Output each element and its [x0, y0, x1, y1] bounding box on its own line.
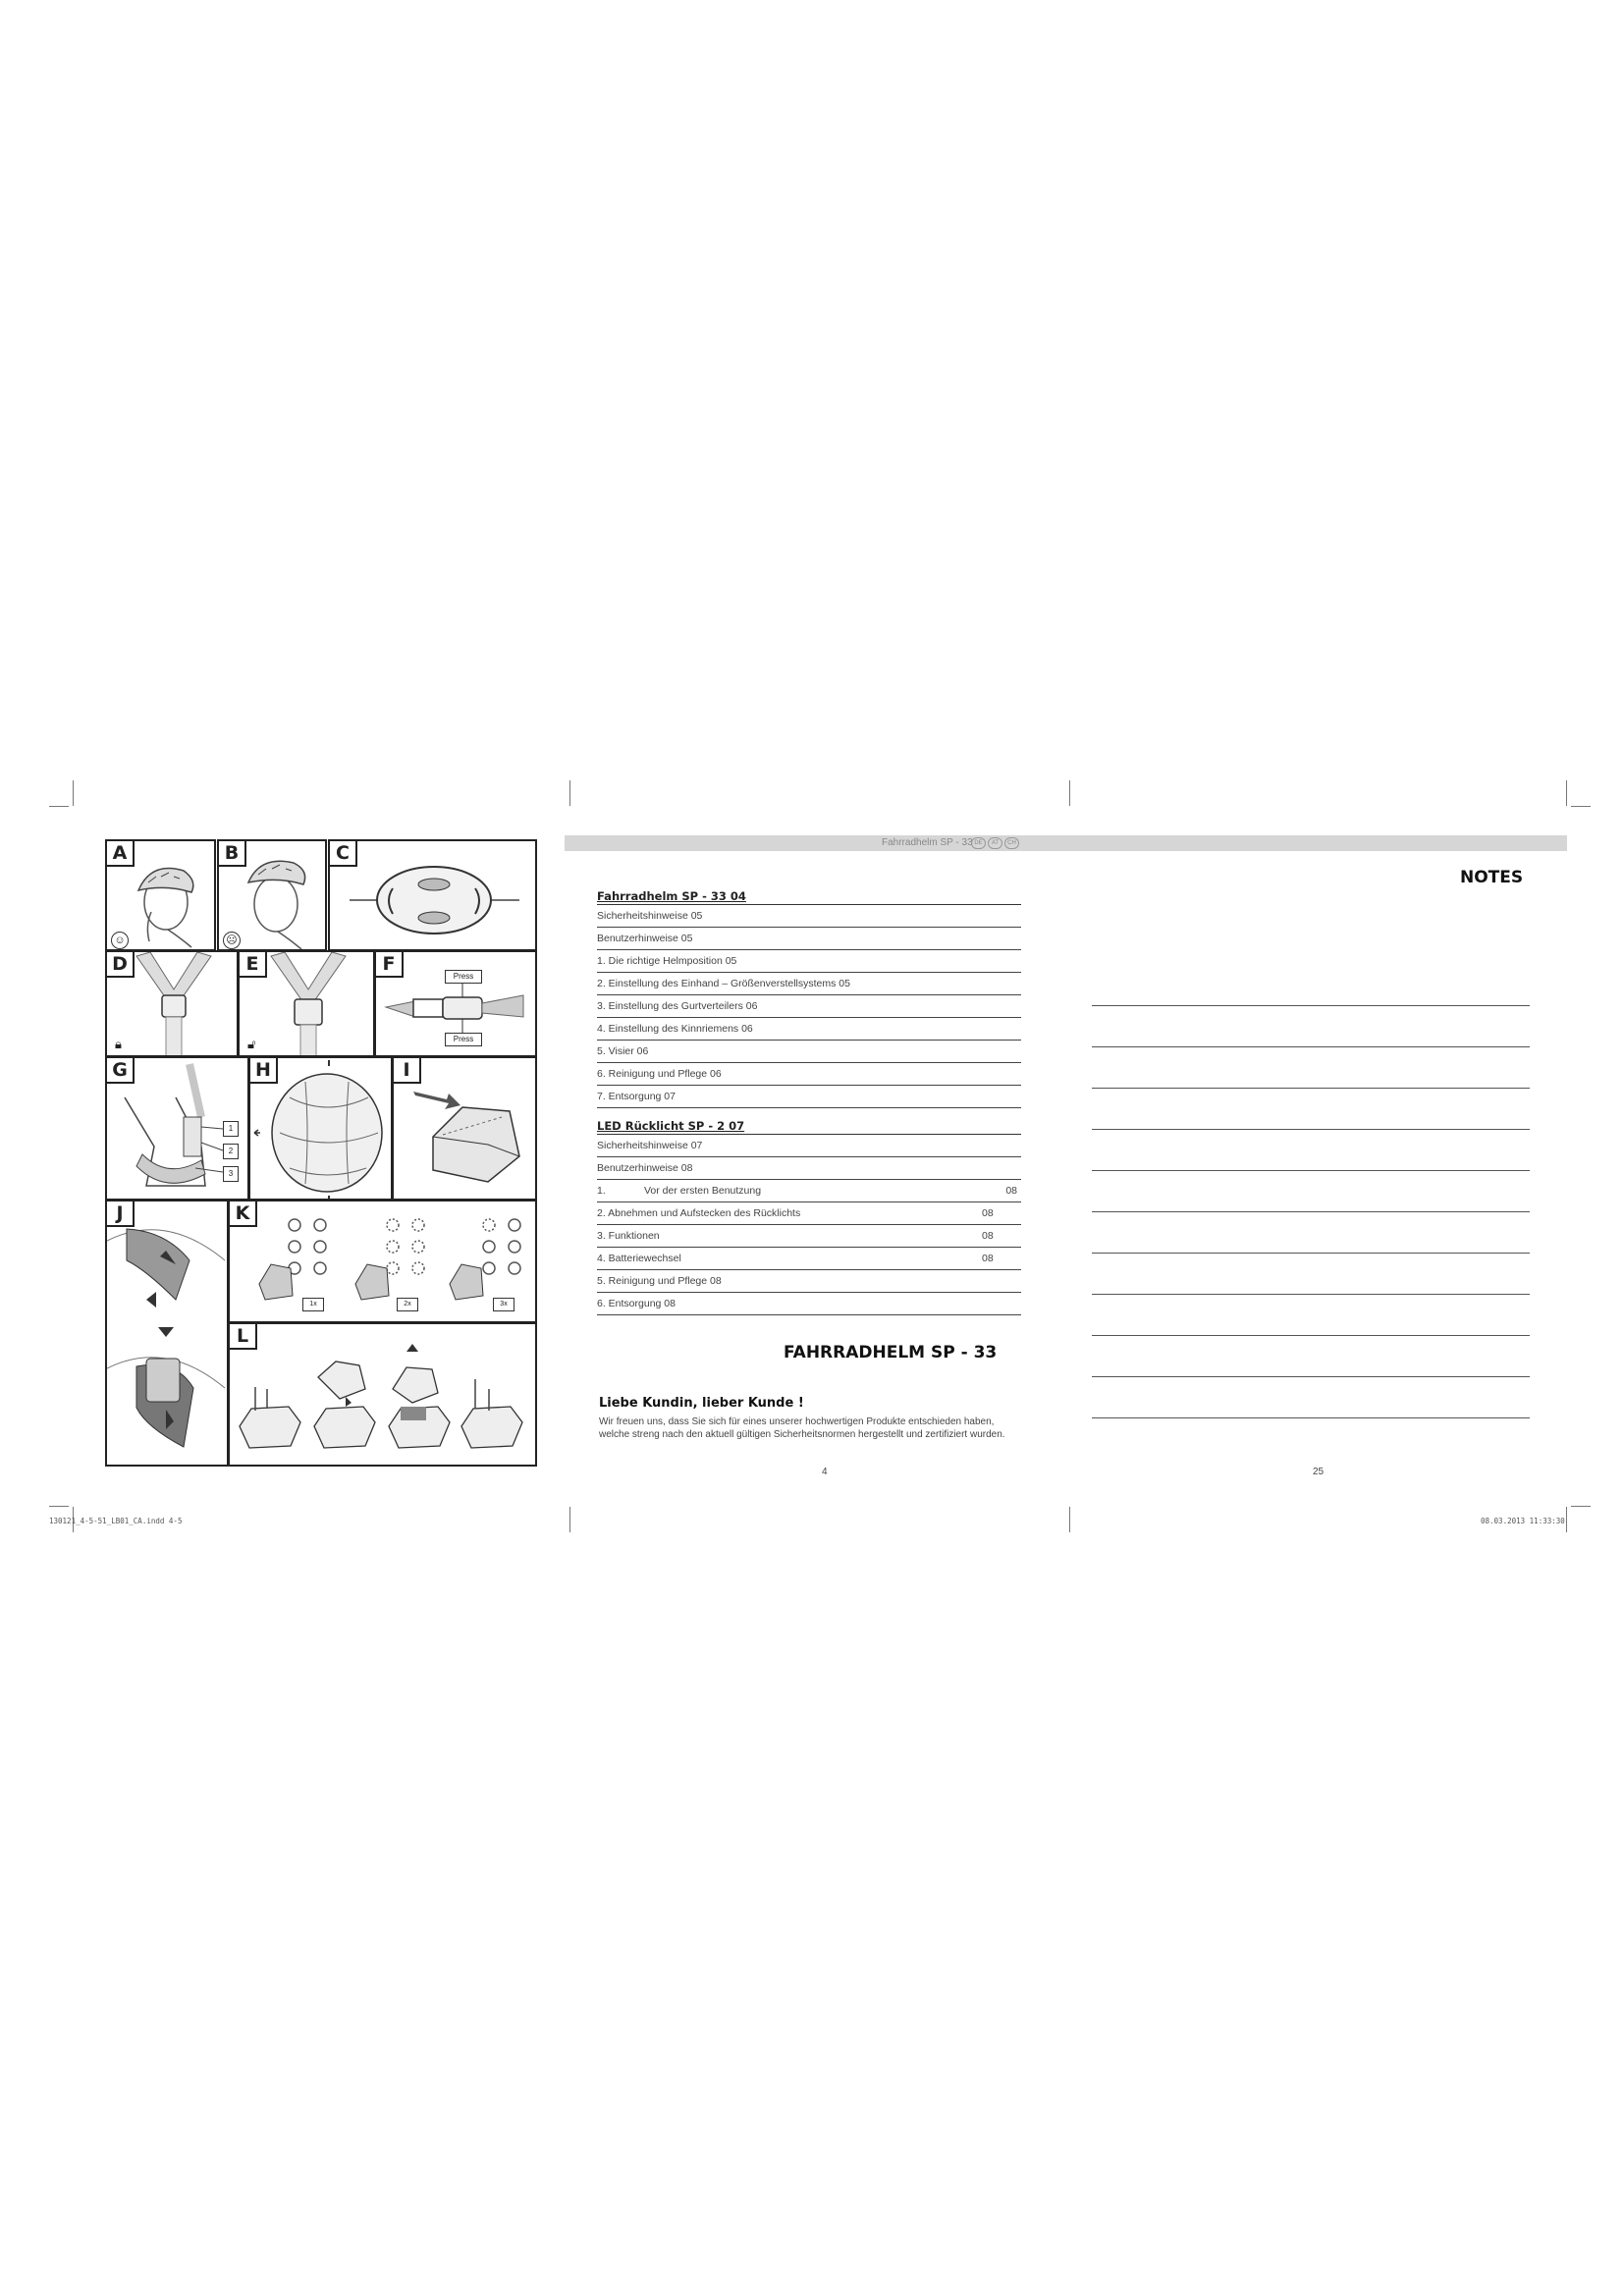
panel-l	[228, 1322, 537, 1467]
toc-row[interactable]: Benutzerhinweise 08	[597, 1157, 1021, 1180]
footer-file-name: 130121_4-5-51_LB01_CA.indd 4-5	[49, 1517, 183, 1525]
panel-label-f: F	[374, 950, 404, 978]
press-label-top: Press	[445, 970, 482, 984]
note-line	[1092, 1294, 1530, 1295]
press-3x-label: 3x	[493, 1298, 514, 1311]
panel-i	[392, 1056, 537, 1201]
panel-label-e: E	[238, 950, 267, 978]
step-label-2: 2	[223, 1144, 239, 1159]
lang-badge-de: DE	[971, 837, 986, 849]
note-line	[1092, 1376, 1530, 1377]
panel-label-l: L	[228, 1322, 257, 1350]
panel-b	[217, 839, 327, 951]
note-line	[1092, 1335, 1530, 1336]
adjustment-dial-illustration	[330, 841, 537, 951]
toc-section-helmet-title: Fahrradhelm SP - 33 04	[597, 889, 1021, 905]
panel-label-g: G	[105, 1056, 135, 1084]
note-line	[1092, 1417, 1530, 1418]
rear-light-illustration	[394, 1058, 537, 1201]
battery-change-illustration	[230, 1324, 537, 1467]
toc-section-light-title: LED Rücklicht SP - 2 07	[597, 1119, 1021, 1135]
toc-row[interactable]: Sicherheitshinweise 05	[597, 905, 1021, 928]
toc-row[interactable]: Sicherheitshinweise 07	[597, 1135, 1021, 1157]
toc-row[interactable]: 1. Die richtige Helmposition 05	[597, 950, 1021, 973]
panel-label-b: B	[217, 839, 246, 867]
sad-face-icon: ☹	[223, 932, 241, 949]
panel-e	[238, 950, 375, 1057]
note-line	[1092, 1129, 1530, 1130]
panel-c	[328, 839, 537, 951]
crop-mark	[1566, 780, 1567, 806]
toc-row[interactable]: 4. Einstellung des Kinnriemens 06	[597, 1018, 1021, 1041]
toc-row[interactable]: 5. Reinigung und Pflege 08	[597, 1270, 1021, 1293]
crop-mark	[1069, 780, 1070, 806]
visor-illustration	[250, 1058, 393, 1201]
lock-open-icon: 🔓︎	[247, 1037, 256, 1051]
page-number-left: 4	[822, 1467, 828, 1477]
header-title: Fahrradhelm SP - 33	[882, 837, 973, 848]
panel-d	[105, 950, 239, 1057]
panel-label-c: C	[328, 839, 357, 867]
crop-mark	[49, 806, 69, 807]
toc-row[interactable]: 2. Einstellung des Einhand – Größenverstellsystems 05	[597, 973, 1021, 995]
panel-h	[248, 1056, 393, 1201]
attach-light-illustration	[107, 1201, 229, 1467]
lock-closed-icon: 🔒︎	[115, 1037, 122, 1051]
press-2x-label: 2x	[397, 1298, 418, 1311]
page-header-bar	[565, 835, 1567, 851]
lang-badge-at: AT	[988, 837, 1002, 849]
toc-row[interactable]: 5. Visier 06	[597, 1041, 1021, 1063]
crop-mark	[569, 1507, 570, 1532]
strap-unlocked-illustration	[240, 952, 375, 1057]
table-of-contents	[597, 889, 1021, 1108]
press-label-bottom: Press	[445, 1033, 482, 1046]
language-badges	[971, 837, 1019, 849]
intro-line: welche streng nach den aktuell gültigen Sicherheitsnormen hergestellt und zertifiziert wurden.	[599, 1429, 1005, 1440]
lang-badge-ch: CH	[1004, 837, 1019, 849]
step-label-1: 1	[223, 1121, 239, 1137]
toc-row[interactable]: 6. Entsorgung 08	[597, 1293, 1021, 1315]
panel-label-k: K	[228, 1200, 257, 1227]
panel-label-d: D	[105, 950, 135, 978]
crop-mark	[1566, 1507, 1567, 1532]
panel-k	[228, 1200, 537, 1323]
toc-row[interactable]: 7. Entsorgung 07	[597, 1086, 1021, 1108]
toc-row[interactable]: 4. Batteriewechsel 08	[597, 1248, 1021, 1270]
step-label-3: 3	[223, 1166, 239, 1182]
happy-face-icon: ☺	[111, 932, 129, 949]
crop-mark	[1571, 806, 1591, 807]
crop-mark	[1069, 1507, 1070, 1532]
panel-label-a: A	[105, 839, 135, 867]
main-title: FAHRRADHELM SP - 33	[784, 1343, 998, 1362]
press-1x-label: 1x	[302, 1298, 324, 1311]
panel-g	[105, 1056, 249, 1201]
footer-timestamp: 08.03.2013 11:33:30	[1481, 1517, 1565, 1525]
greeting: Liebe Kundin, lieber Kunde !	[599, 1396, 804, 1411]
crop-mark	[49, 1506, 69, 1507]
panel-label-h: H	[248, 1056, 278, 1084]
note-line	[1092, 1046, 1530, 1047]
note-line	[1092, 1253, 1530, 1254]
intro-line: Wir freuen uns, dass Sie sich für eines unserer hochwertigen Produkte entschieden haben,	[599, 1416, 995, 1427]
panel-a	[105, 839, 216, 951]
note-line	[1092, 1211, 1530, 1212]
note-line	[1092, 1005, 1530, 1006]
toc-row[interactable]: 3. Funktionen 08	[597, 1225, 1021, 1248]
notes-title: NOTES	[1460, 868, 1524, 887]
panel-label-j: J	[105, 1200, 135, 1227]
note-line	[1092, 1170, 1530, 1171]
crop-mark	[569, 780, 570, 806]
table-of-contents-light	[597, 1119, 1021, 1315]
toc-row[interactable]: 2. Abnehmen und Aufstecken des Rücklichts 08	[597, 1202, 1021, 1225]
strap-locked-illustration	[107, 952, 239, 1057]
toc-row[interactable]: Benutzerhinweise 05	[597, 928, 1021, 950]
light-functions-illustration	[230, 1201, 537, 1323]
crop-mark	[1571, 1506, 1591, 1507]
toc-row[interactable]: 6. Reinigung und Pflege 06	[597, 1063, 1021, 1086]
note-line	[1092, 1088, 1530, 1089]
panel-j	[105, 1200, 229, 1467]
toc-row[interactable]: 3. Einstellung des Gurtverteilers 06	[597, 995, 1021, 1018]
toc-row[interactable]: 1. Vor der ersten Benutzung 08	[597, 1180, 1021, 1202]
intro-paragraph	[599, 1415, 1041, 1441]
crop-mark	[73, 780, 74, 806]
page-number-right: 25	[1313, 1467, 1325, 1477]
panel-label-i: I	[392, 1056, 421, 1084]
panel-f	[374, 950, 537, 1057]
